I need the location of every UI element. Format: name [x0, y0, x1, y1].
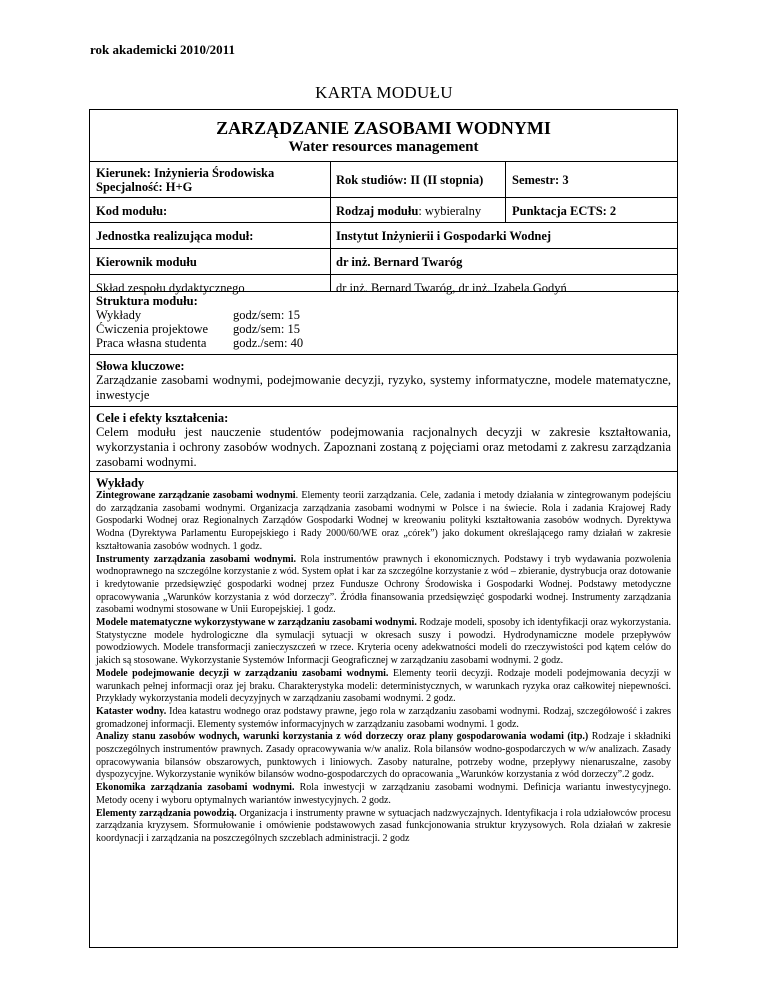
field-rodzaj: Rodzaj modułu: wybieralny	[336, 204, 482, 218]
module-title: ZARZĄDZANIE ZASOBAMI WODNYMI	[216, 118, 551, 138]
structure-row-hours: godz./sem: 40	[233, 336, 304, 350]
field-specjalnosc: Specjalność: H+G	[96, 180, 193, 194]
goals-heading: Cele i efekty kształcenia:	[96, 411, 229, 425]
lecture-item: Elementy zarządzania powodzią. Organizacja i instrumenty prawne w sytuacjach nadzwyczajnych. Identyfikacja i rola udziałowców procesu zarządzania kryzysem. Sformułowanie i omówienie podstawowych zasad funkcjonowania struktur kryzysowych. Rola działań w zakresie koordynacji i zarządzania na poszczególnych szczeblach administracji. 2 godz	[96, 807, 671, 844]
goals-text: Celem modułu jest nauczenie studentów podejmowania racjonalnych decyzji w zakresie kształtowania, wykorzystania i ochrony zasobów wodnych. Zapoznani zostaną z pojęciami oraz metodami z zakresu zarządzania zasobami wodnymi.	[96, 425, 671, 469]
field-sklad-label: Skład zespołu dydaktycznego	[96, 281, 245, 295]
structure-row-hours: godz/sem: 15	[233, 322, 301, 336]
lecture-item: Ekonomika zarządzania zasobami wodnymi. Rola inwestycji w zarządzaniu zasobami wodnymi. Definicja wariantu inwestycyjnego. Metody oceny i wyboru optymalnych wariantów inwestycyjnych. 2 godz.	[96, 782, 671, 806]
field-kierownik-value: dr inż. Bernard Twaróg	[336, 255, 463, 269]
lecture-item: Modele matematyczne wykorzystywane w zarządzaniu zasobami wodnymi. Rodzaje modeli, sposoby ich identyfikacji oraz wykorzystania. Statystyczne modele hydrologiczne dla symulacji sytuacji w okresach suszy i powodzi. Hydrodynamiczne modele przepływów powodziowych. Modele transformacji zanieczyszczeń w rzece. Kryteria oceny adekwatności modeli do rzeczywistości pod kątem celów do jakich są stosowane. Wykorzystanie Systemów Informacji Geograficznej w zarządzaniu zasobami wodnymi. 2 godz.	[96, 617, 671, 667]
structure-row-hours: godz/sem: 15	[233, 308, 301, 322]
keywords-text: Zarządzanie zasobami wodnymi, podejmowanie decyzji, ryzyko, systemy informatyczne, modele matematyczne, inwestycje	[96, 373, 671, 402]
module-title-english: Water resources management	[288, 139, 479, 155]
field-jednostka-label: Jednostka realizująca moduł:	[96, 229, 254, 243]
keywords-heading: Słowa kluczowe:	[96, 359, 185, 373]
field-kierownik-label: Kierownik modułu	[96, 255, 197, 269]
lectures-heading: Wykłady	[96, 476, 145, 490]
field-semestr: Semestr: 3	[512, 173, 569, 187]
field-kierunek: Kierunek: Inżynieria Środowiska	[96, 166, 275, 180]
structure-heading: Struktura modułu:	[96, 294, 198, 308]
field-sklad-value: dr inż. Bernard Twaróg, dr inż. Izabela Godyń	[336, 281, 567, 295]
field-rok: Rok studiów: II (II stopnia)	[336, 173, 484, 187]
structure-row-name: Wykłady	[96, 308, 142, 322]
lecture-item: Kataster wodny. Idea katastru wodnego oraz podstawy prawne, jego rola w zarządzaniu zasobami wodnymi. Rodzaj, szczegółowość i zakres gromadzonej informacji. Elementy systemów informacyjnych w zarządzaniu zasobami wodnymi. 1 godz.	[96, 705, 671, 730]
lecture-item: Instrumenty zarządzania zasobami wodnymi. Rola instrumentów prawnych i ekonomicznych. Podstawy i tryb wydawania pozwolenia wodnoprawnego na szczególne korzystanie z wód. System opłat i kar za szczególne korzystanie z wód – zbieranie, dystrybucja oraz dotowanie i kredytowanie przedsięwzięć gospodarki wodnej przez Fundusze Ochrony Środowiska i Gospodarki Wodnej. Podstawy metodyczne opracowywania „Warunków korzystania z wód dorzeczy”. Źródła finansowania przedsięwzięć gospodarki wodnej. Instrumenty zarządzania zasobami wodnymi stosowane w Unii Europejskiej. 1 godz.	[96, 553, 671, 616]
lecture-item: Modele podejmowanie decyzji w zarządzaniu zasobami wodnymi. Elementy teorii decyzji. Rodzaje modeli podejmowania decyzji w warunkach pełnej informacji oraz jej braku. Charakterystyka modeli: deterministycznych, w warunkach ryzyka oraz całkowitej niepewności. Przykłady wykorzystania modeli decyzyjnych w zarządzaniu zasobami wodnymi. 2 godz.	[96, 667, 671, 705]
structure-row-name: Ćwiczenia projektowe	[96, 322, 209, 336]
structure-row-name: Praca własna studenta	[96, 336, 207, 350]
field-jednostka-value: Instytut Inżynierii i Gospodarki Wodnej	[336, 229, 552, 243]
card-title: KARTA MODUŁU	[315, 83, 453, 102]
lecture-item: Zintegrowane zarządzanie zasobami wodnymi. Elementy teorii zarządzania. Cele, zadania i metody działania w zintegrowanym podejściu do zarządzania zasobami wodnymi. Organizacja zarządzania zasobami wodnymi w Polsce i na świecie. Rola i zadania Krajowej Rady Gospodarki Wodnej oraz Regionalnych Zarządów Gospodarki Wodnej w kreowaniu polityki kształtowania zasobów wodnych. Dyrektywa Wodna (Dyrektywa Parlamentu Europejskiego i Rady 2000/60/WE oraz „córek”) jako dokument określającego ramy działań w zakresie kształtowania zasobów wodnych. 1 godz.	[96, 490, 671, 552]
module-card	[89, 109, 678, 948]
field-ects: Punktacja ECTS: 2	[512, 204, 617, 218]
academic-year: rok akademicki 2010/2011	[90, 42, 235, 57]
field-kod: Kod modułu:	[96, 204, 168, 218]
lecture-item: Analizy stanu zasobów wodnych, warunki korzystania z wód dorzeczy oraz plany gospodarowania wodami (itp.) Rodzaje i składniki poszczególnych instrumentów prawnych. Zasady opracowywania w/w analiz. Rola bilansów wodno-gospodarczych w w/w analizach. Zasady opracowywania bilansów obszarowych, punktowych i liniowych. Zasoby naturalne, potrzeby wodne, przepływy nienaruszalne, zasoby dyspozycyjne. Wykorzystanie wyników bilansów wodno-gospodarczych do opracowania „Warunków korzystania z wód dorzeczy”.2 godz.	[96, 731, 671, 781]
lectures-list	[96, 490, 671, 846]
